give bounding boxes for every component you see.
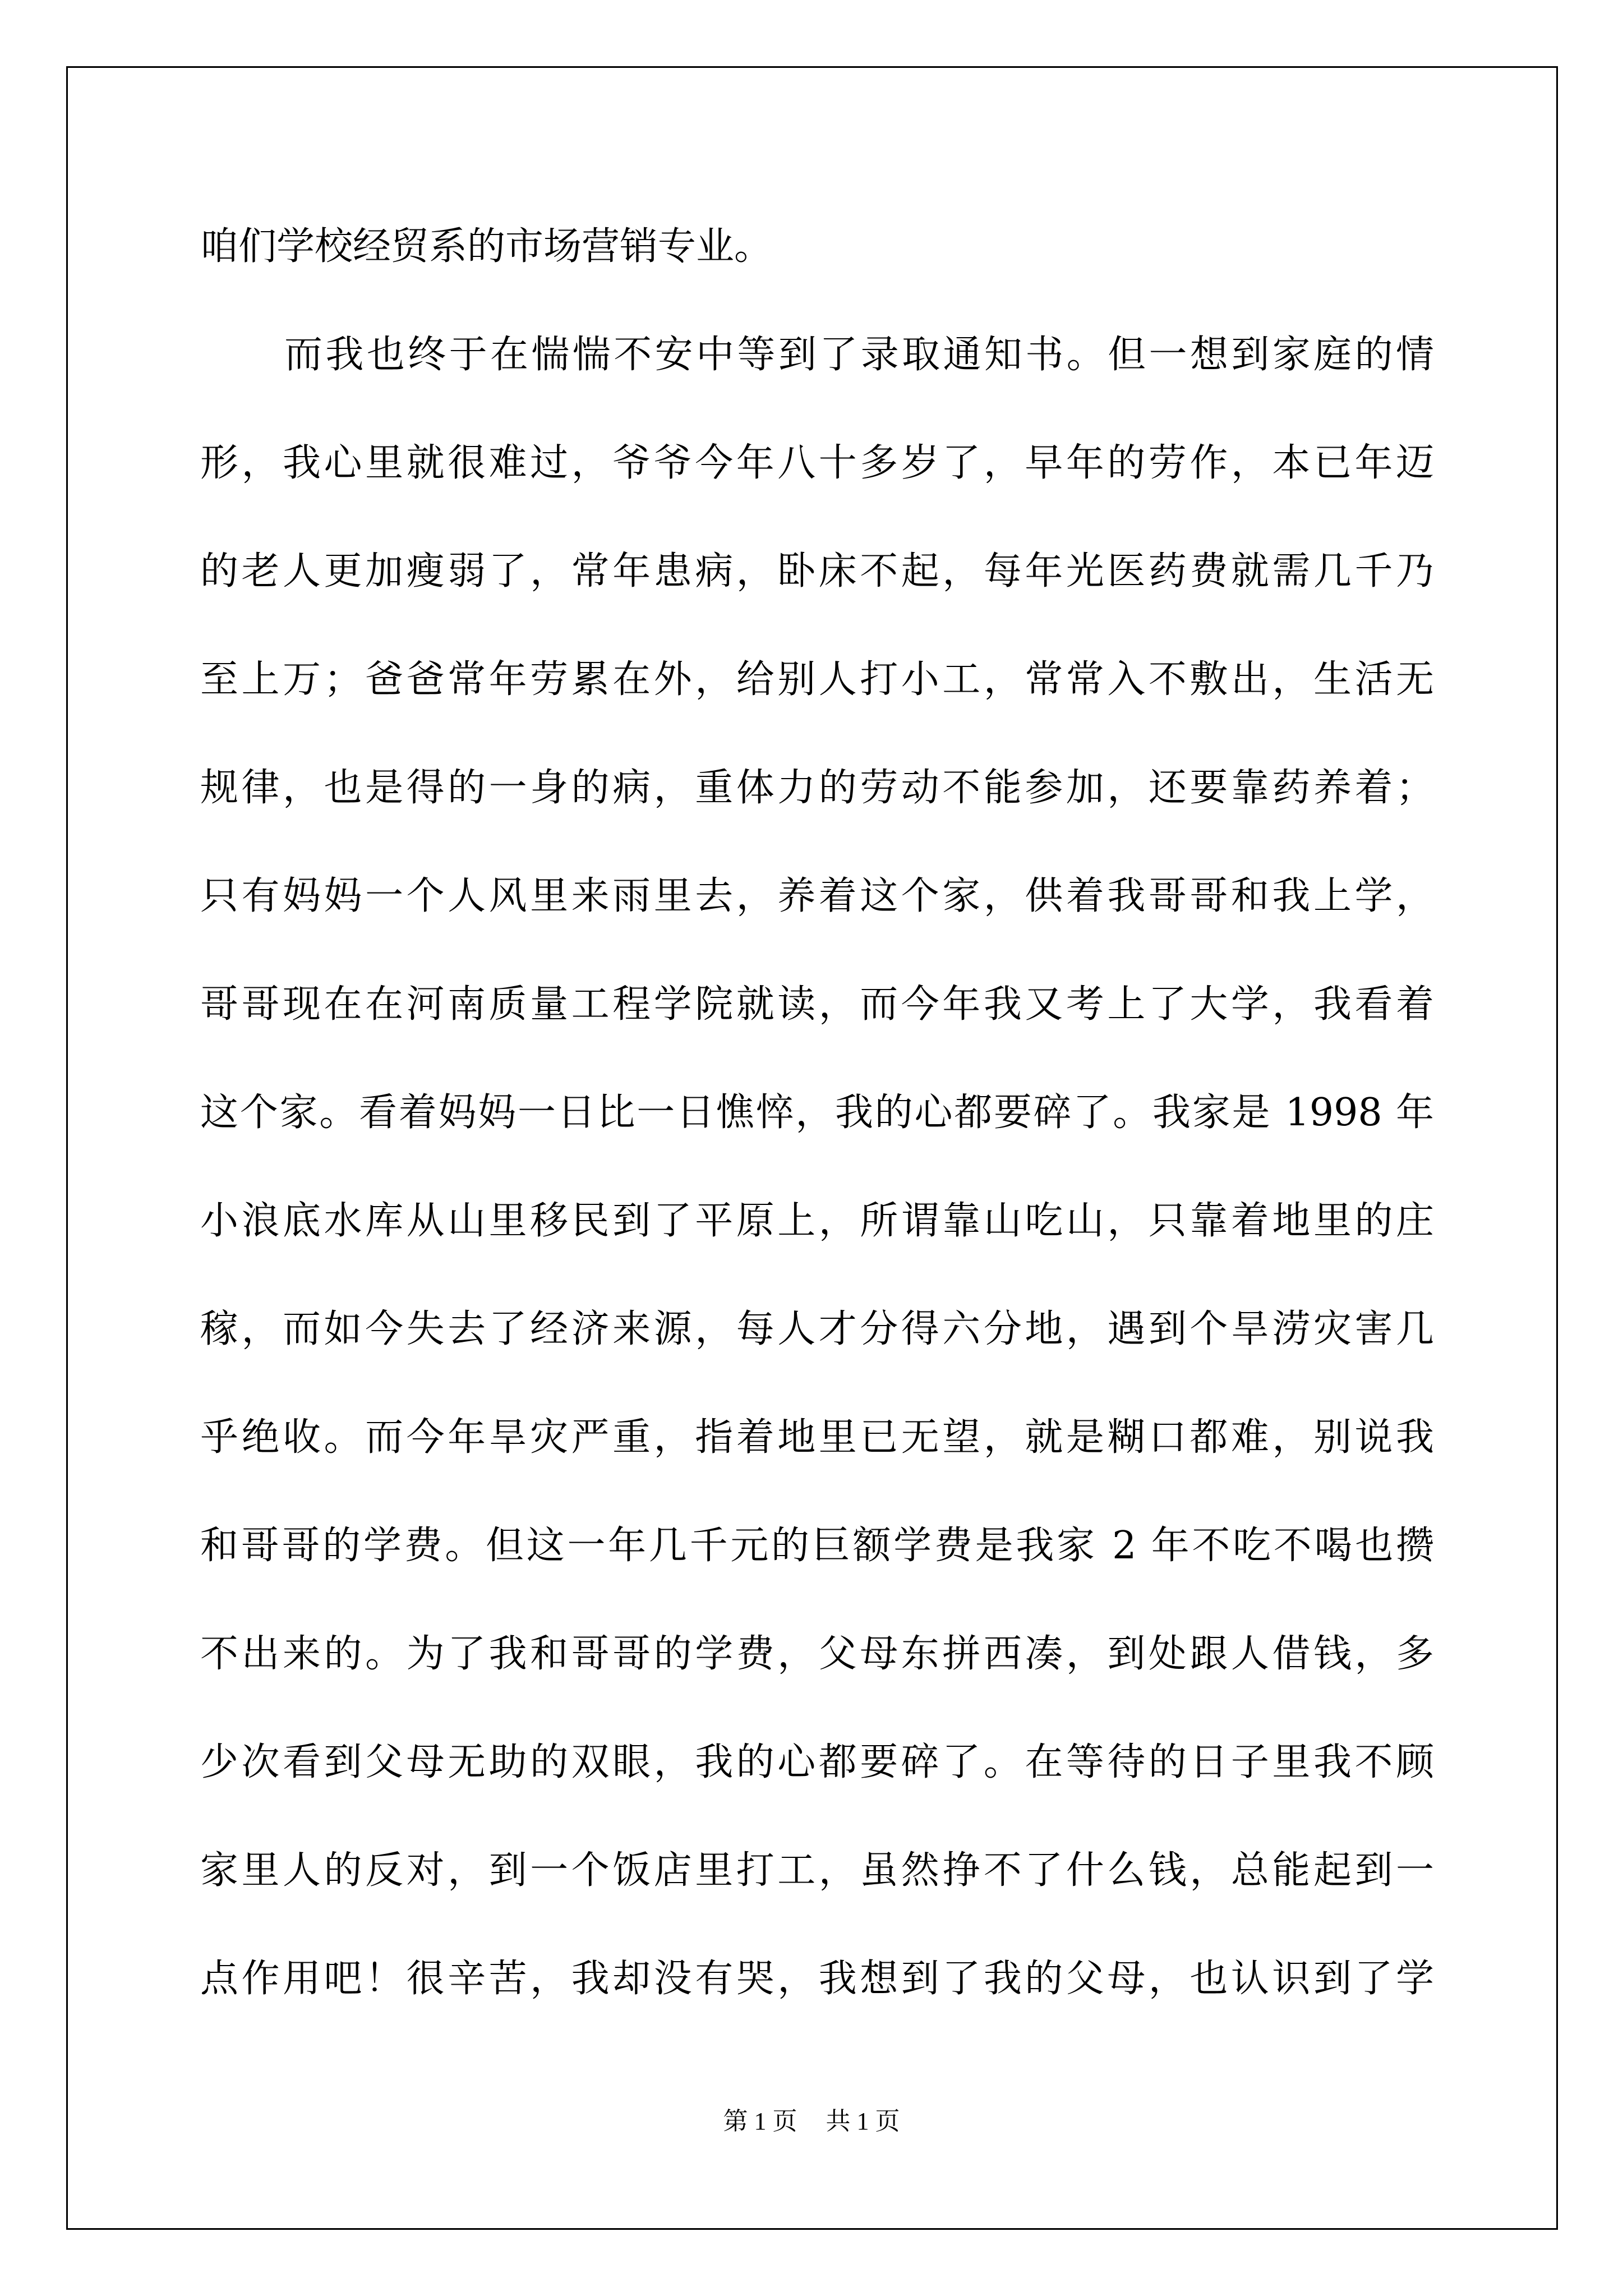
text-line: 只有妈妈一个人风里来雨里去，养着这个家，供着我哥哥和我上学，: [200, 874, 1434, 918]
text-line: 这个家。看着妈妈一日比一日憔悴，我的心都要碎了。我家是 1998 年: [200, 1091, 1434, 1135]
text-line: 至上万；爸爸常年劳累在外，给别人打小工，常常入不敷出，生活无: [200, 657, 1434, 702]
text-line: 小浪底水库从山里移民到了平原上，所谓靠山吃山，只靠着地里的庄: [200, 1199, 1434, 1243]
document-body: [200, 216, 1434, 2056]
text-line: 点作用吧！很辛苦，我却没有哭，我想到了我的父母，也认识到了学: [200, 1957, 1434, 2001]
total-pages: 共 1 页: [826, 2108, 900, 2135]
page-footer: [0, 2101, 1623, 2137]
text-line: 咱们学校经贸系的市场营销专业。: [200, 224, 773, 269]
text-line: 少次看到父母无助的双眼，我的心都要碎了。在等待的日子里我不顾: [200, 1740, 1434, 1784]
text-line: 不出来的。为了我和哥哥的学费，父母东拼西凑，到处跟人借钱，多: [200, 1632, 1434, 1676]
text-line: 乎绝收。而今年旱灾严重，指着地里已无望，就是糊口都难，别说我: [200, 1415, 1434, 1460]
text-line: 规律，也是得的一身的病，重体力的劳动不能参加，还要靠药养着；: [200, 766, 1434, 810]
text-line: 形，我心里就很难过，爷爷今年八十多岁了，早年的劳作，本已年迈: [200, 441, 1434, 485]
text-line: 家里人的反对，到一个饭店里打工，虽然挣不了什么钱，总能起到一: [200, 1848, 1434, 1893]
text-line: 而我也终于在惴惴不安中等到了录取通知书。但一想到家庭的情: [284, 333, 1434, 377]
text-line: 稼，而如今失去了经济来源，每人才分得六分地，遇到个旱涝灾害几: [200, 1307, 1434, 1351]
page-number: 第 1 页: [723, 2108, 797, 2135]
text-line: 哥哥现在在河南质量工程学院就读，而今年我又考上了大学，我看着: [200, 982, 1434, 1027]
text-line: 和哥哥的学费。但这一年几千元的巨额学费是我家 2 年不吃不喝也攒: [200, 1524, 1434, 1568]
text-line: 的老人更加瘦弱了，常年患病，卧床不起，每年光医药费就需几千乃: [200, 549, 1434, 593]
